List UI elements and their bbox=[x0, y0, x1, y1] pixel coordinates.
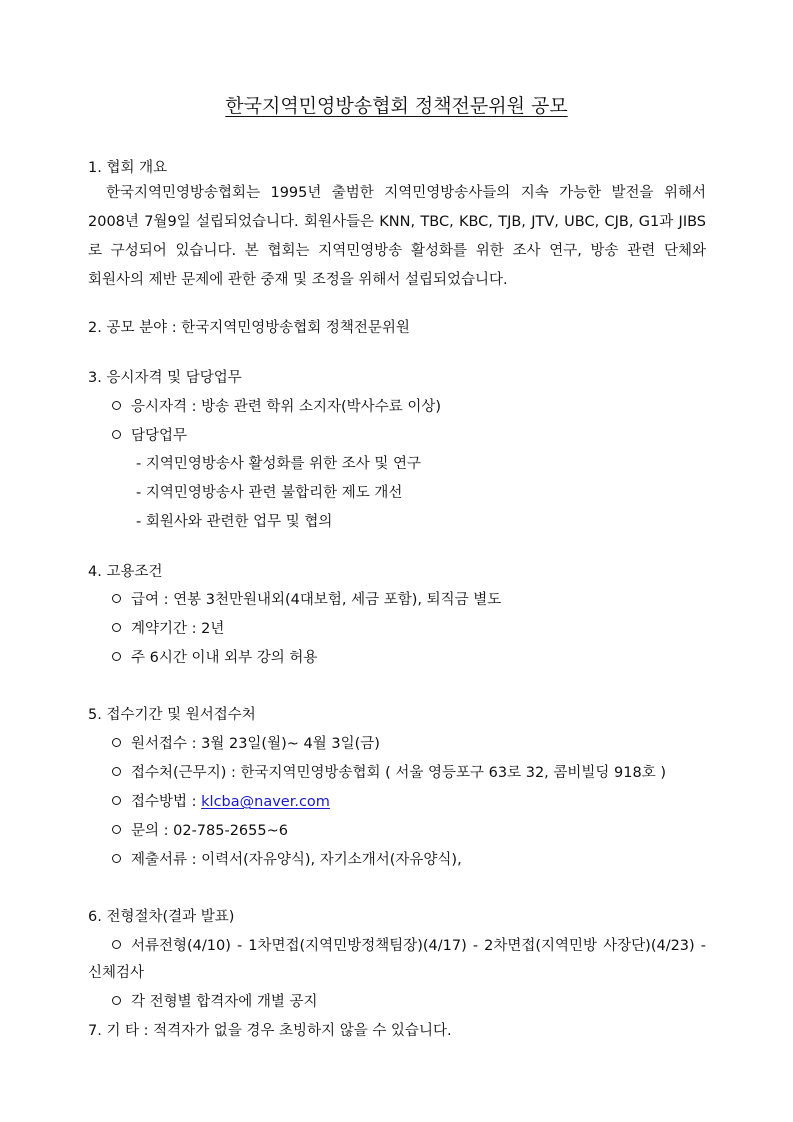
circle-bullet-icon bbox=[112, 623, 121, 632]
duty-list-item: - 회원사와 관련한 업무 및 협의 bbox=[136, 514, 333, 530]
circle-bullet-icon bbox=[112, 854, 121, 863]
section-1-paragraph-line: 회원사의 제반 문제에 관한 중재 및 조정을 위해서 설립되었습니다. bbox=[88, 272, 508, 288]
selection-notice-item bbox=[112, 992, 318, 1012]
employment-item bbox=[112, 619, 224, 639]
application-period-text: 원서접수 : 3월 23일(월)~ 4월 3일(금) bbox=[131, 736, 380, 752]
application-place-item bbox=[112, 763, 666, 783]
circle-bullet-icon bbox=[112, 738, 121, 747]
application-method-item bbox=[112, 792, 330, 812]
application-period-item bbox=[112, 734, 380, 754]
employment-item bbox=[112, 648, 317, 668]
section-1-paragraph-line: 로 구성되어 있습니다. 본 협회는 지역민영방송 활성화를 위한 조사 연구, 방송 관련 단체와 bbox=[88, 243, 706, 259]
selection-process-item bbox=[112, 936, 706, 956]
circle-bullet-icon bbox=[112, 825, 121, 834]
section-1-paragraph-line: 2008년 7월9일 설립되었습니다. 회원사들은 KNN, TBC, KBC, TJB, JTV, UBC, CJB, G1과 JIBS bbox=[88, 214, 706, 230]
section-5-heading: 5. 접수기간 및 원서접수처 bbox=[88, 707, 256, 723]
circle-bullet-icon bbox=[112, 796, 121, 805]
documents-item bbox=[112, 850, 462, 870]
section-1-paragraph-line: 한국지역민영방송협회는 1995년 출범한 지역민영방송사들의 지속 가능한 발전을 위해서 bbox=[106, 185, 706, 201]
duties-label: 담당업무 bbox=[131, 428, 188, 444]
section-1-heading: 1. 협회 개요 bbox=[88, 160, 168, 176]
contact-text: 문의 : 02-785-2655~6 bbox=[131, 823, 288, 839]
employment-text: 급여 : 연봉 3천만원내외(4대보험, 세금 포함), 퇴직금 별도 bbox=[131, 592, 502, 608]
circle-bullet-icon bbox=[112, 652, 121, 661]
duty-list-item: - 지역민영방송사 관련 불합리한 제도 개선 bbox=[136, 485, 403, 501]
contact-item bbox=[112, 821, 288, 841]
duty-list-item: - 지역민영방송사 활성화를 위한 조사 및 연구 bbox=[136, 456, 422, 472]
application-method-label: 접수방법 : bbox=[131, 794, 202, 810]
circle-bullet-icon bbox=[112, 430, 121, 439]
section-4-heading: 4. 고용조건 bbox=[88, 564, 163, 580]
selection-notice-text: 각 전형별 합격자에 개별 공지 bbox=[131, 994, 318, 1010]
duties-item bbox=[112, 426, 187, 446]
section-3-heading: 3. 응시자격 및 담당업무 bbox=[88, 370, 242, 386]
section-7-heading: 7. 기 타 : 적격자가 없을 경우 초빙하지 않을 수 있습니다. bbox=[88, 1023, 452, 1039]
employment-text: 주 6시간 이내 외부 강의 허용 bbox=[131, 650, 318, 666]
employment-text: 계약기간 : 2년 bbox=[131, 621, 225, 637]
circle-bullet-icon bbox=[112, 401, 121, 410]
section-6-heading: 6. 전형절차(결과 발표) bbox=[88, 909, 235, 925]
circle-bullet-icon bbox=[112, 767, 121, 776]
selection-process-text: 서류전형(4/10) - 1차면접(지역민방정책팀장)(4/17) - 2차면접(지역민방 사장단)(4/23) - bbox=[131, 938, 706, 954]
email-link[interactable]: klcba@naver.com bbox=[201, 794, 330, 810]
document-title: 한국지역민영방송협회 정책전문위원 공모 bbox=[225, 95, 568, 117]
circle-bullet-icon bbox=[112, 996, 121, 1005]
selection-process-continuation: 신체검사 bbox=[88, 965, 145, 981]
circle-bullet-icon bbox=[112, 940, 121, 949]
section-2-heading: 2. 공모 분야 : 한국지역민영방송협회 정책전문위원 bbox=[88, 320, 410, 336]
qualification-text: 응시자격 : 방송 관련 학위 소지자(박사수료 이상) bbox=[131, 399, 441, 415]
circle-bullet-icon bbox=[112, 594, 121, 603]
documents-text: 제출서류 : 이력서(자유양식), 자기소개서(자유양식), bbox=[131, 852, 462, 868]
qualification-item bbox=[112, 397, 441, 417]
application-place-text: 접수처(근무지) : 한국지역민영방송협회 ( 서울 영등포구 63로 32, 콤비빌딩 918호 ) bbox=[131, 765, 666, 781]
employment-item bbox=[112, 590, 501, 610]
